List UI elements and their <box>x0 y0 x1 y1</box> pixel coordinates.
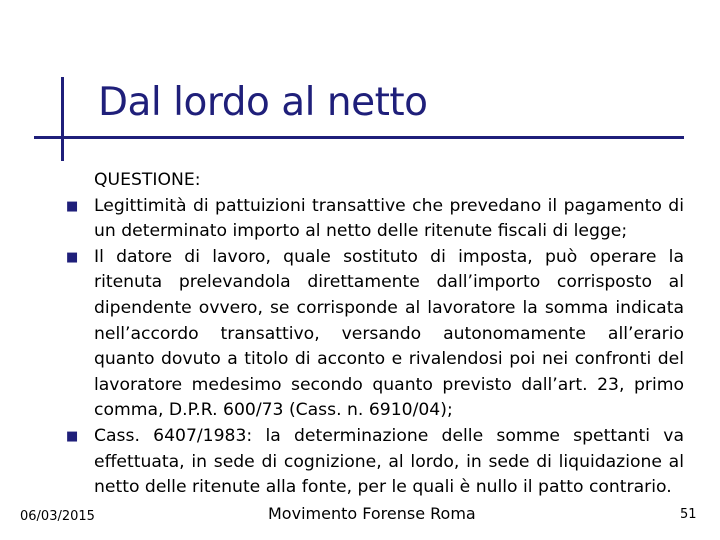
bullet-text: Cass. 6407/1983: la determinazione delle somme spettanti va effettuata, in sede di cognizione, al lordo, in sede di liquidazione al netto delle ritenute alla fonte, per le quali è nullo il patto contrario. <box>94 425 684 498</box>
page-number: 51 <box>680 507 697 522</box>
question-heading: QUESTIONE: <box>94 170 201 190</box>
slide-title: Dal lordo al netto <box>98 80 428 125</box>
footer-date: 06/03/2015 <box>20 509 95 524</box>
bullet-item <box>60 424 684 501</box>
bullet-item <box>60 194 684 245</box>
title-horizontal-rule <box>34 136 684 139</box>
footer-organization: Movimento Forense Roma <box>268 504 476 523</box>
bullet-text: Legittimità di pattuizioni transattive che prevedano il pagamento di un determinato importo al netto delle ritenute fiscali di legge; <box>94 195 684 242</box>
bullet-item <box>60 245 684 424</box>
bullet-text: Il datore di lavoro, quale sostituto di imposta, può operare la ritenuta prelevandola direttamente dall’importo corrisposto al dipendente ovvero, se corrisponde al lavoratore la somma indicata nell’accordo transattivo, versando autonomamente all’erario quanto dovuto a titolo di acconto e rivalendosi poi nei confronti del lavoratore medesimo secondo quanto previsto dall’art. 23, primo comma, D.P.R. 600/73 (Cass. n. 6910/04); <box>94 246 684 421</box>
square-bullet-icon: ■ <box>66 428 79 444</box>
slide-body <box>60 168 684 501</box>
title-vertical-rule <box>61 77 64 161</box>
square-bullet-icon: ■ <box>66 198 79 214</box>
square-bullet-icon: ■ <box>66 249 79 265</box>
